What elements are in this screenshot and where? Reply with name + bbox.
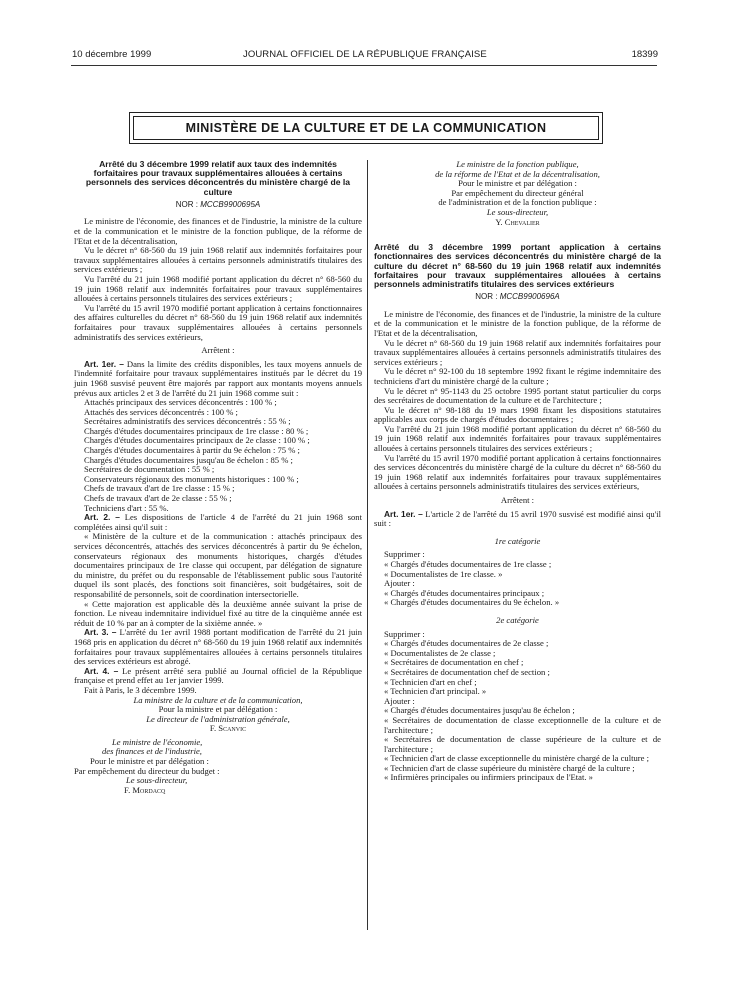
nor-reference (374, 292, 661, 302)
vu-clause: Vu le décret n° 68-560 du 19 juin 1968 relatif aux indemnités forfaitaires pour travaux supplémentaires allouées à certains personnels administratifs titulaires des services extérieurs ; (374, 337, 661, 367)
rate-item: Secrétaires de documentation : 55 % ; (84, 464, 215, 475)
supprimer-label: Supprimer : (384, 628, 425, 639)
list-item: « Secrétaires de documentation de classe exceptionnelle de la culture et de l'architecture ; (384, 714, 661, 735)
nor-label: NOR : (475, 292, 498, 302)
ajouter-label: Ajouter : (384, 578, 415, 589)
list-item: « Chargés d'études documentaires de 1re classe ; (384, 559, 552, 570)
nor-reference (74, 200, 362, 210)
article-4-text: Le présent arrêté sera publié au Journal officiel de la République française et prend effet au 1er janvier 1999. (74, 665, 363, 686)
signatory-impediment: Par empêchement du directeur général (451, 187, 584, 198)
article-2 (74, 513, 362, 532)
added-items (374, 706, 661, 783)
list-item: « Technicien d'art principal. » (384, 686, 487, 697)
arretent-heading: Arrêtent : (500, 495, 535, 506)
list-item: « Secrétaires de documentation de classe supérieure de la culture et de l'architecture ; (384, 734, 661, 754)
article-2-text: Les dispositions de l'article 4 de l'arrêté du 21 juin 1968 sont complétées ainsi qu'il suit : (74, 512, 362, 532)
article-1-label: Art. 1er. – (84, 358, 124, 369)
signatory-delegation: Pour la ministre et par délégation : (158, 704, 278, 715)
signatory-role: Le ministre de la fonction publique, (456, 159, 579, 169)
nor-code: MCCB9900696A (499, 292, 560, 302)
list-item: « Chargés d'études documentaires de 2e classe ; (384, 638, 549, 649)
list-item: « Infirmières principales ou infirmiers principaux de l'Etat. » (384, 772, 593, 783)
list-item: « Technicien d'art en chef ; (384, 676, 477, 687)
signatory-role: La ministre de la culture et de la communication, (133, 694, 303, 705)
ministry-title: MINISTÈRE DE LA CULTURE ET DE LA COMMUNICATION (185, 121, 547, 135)
signatory-delegation: Pour le ministre et par délégation : (458, 178, 577, 189)
list-item: « Chargés d'études documentaires du 9e échelon. » (384, 597, 560, 608)
page-header (0, 49, 731, 63)
article-4 (74, 667, 362, 686)
vu-clause: Vu le décret n° 98-188 du 19 mars 1998 fixant les dispositions statutaires applicables aux corps de chargés d'études documentaires ; (374, 404, 661, 425)
ministry-banner (129, 112, 603, 144)
article-3-label: Art. 3. – (84, 627, 117, 638)
rate-item: Attachés des services déconcentrés : 100 % ; (84, 406, 238, 417)
vu-clause: Vu l'arrêté du 21 juin 1968 modifié portant application du décret n° 68-560 du 19 juin 1968 relatif aux indemnités forfaitaires pour travaux supplémentaires allouées à certains personnels titulaires des services extérieurs ; (374, 423, 661, 454)
signatory-role: Le ministre de l'économie, (112, 736, 203, 747)
rate-item: Chargés d'études documentaires jusqu'au 8e échelon : 85 % ; (84, 454, 293, 465)
right-column (374, 160, 661, 783)
signatory-name: F. Scanvic (209, 723, 247, 734)
list-item: « Documentalistes de 1re classe. » (384, 568, 503, 579)
rate-item: Chargés d'études documentaires principaux de 1re classe : 80 % ; (84, 425, 309, 436)
list-item: « Technicien d'art de classe supérieure du ministère chargé de la culture ; (384, 762, 635, 773)
header-page-number: 18399 (631, 49, 658, 60)
vu-clause: Vu le décret n° 92-100 du 18 septembre 1992 fixant le régime indemnitaire des techniciens d'art du ministère chargé de la culture ; (374, 366, 661, 386)
list-item: « Secrétaires de documentation en chef ; (384, 657, 524, 668)
list-item: « Secrétaires de documentation chef de section ; (384, 666, 550, 677)
signatory-impediment: de l'administration et de la fonction publique : (438, 197, 597, 208)
signatory-delegation: Pour le ministre et par délégation : (90, 756, 209, 767)
article-1-text: L'article 2 de l'arrêté du 15 avril 1970 susvisé est modifié ainsi qu'il suit : (374, 508, 661, 529)
signatory-subrole: Le directeur de l'administration générale, (146, 713, 290, 724)
article-3-text: L'arrêté du 1er avril 1988 portant modification de l'arrêté du 21 juin 1968 pris en application du décret n° 68-560 du 19 juin 1968 relatif aux indemnités forfaitaires pour travaux supplémentaires allouées à certains personnels titulaires des services extérieurs est abrogé. (74, 627, 362, 667)
rate-item: Conservateurs régionaux des monuments historiques : 100 % ; (84, 473, 299, 484)
nor-label: NOR : (175, 199, 198, 209)
article-1-label: Art. 1er. – (384, 508, 423, 519)
vu-clause: Vu l'arrêté du 21 juin 1968 modifié portant application du décret n° 68-560 du 19 juin 1968 relatif aux indemnités forfaitaires pour travaux supplémentaires allouées à certains personnels titulaires des services extérieurs ; (74, 273, 362, 304)
header-date: 10 décembre 1999 (72, 49, 152, 60)
article-1 (374, 510, 661, 529)
signatory-name: Y. Chevalier (495, 216, 540, 227)
decree-title: Arrêté du 3 décembre 1999 portant application à certains fonctionnaires des services déconcentrés du ministère chargé de la culture du décret n° 68-560 du 19 juin 1968 relatif aux indemnités forfaitaires pour travaux supplémentaires allouées à certains personnels administratifs titulaires des services extérieurs (374, 242, 661, 289)
supprimer-label: Supprimer : (384, 549, 425, 560)
removed-items (374, 639, 661, 697)
vu-clause: Vu le décret n° 95-1143 du 25 octobre 1995 portant statut particulier du corps des secrétaires de documentation de la culture et de l'architecture ; (374, 385, 661, 406)
list-item: « Technicien d'art de classe exceptionnelle du ministère chargé de la culture ; (384, 753, 650, 764)
arretent-heading: Arrêtent : (201, 345, 235, 356)
article-1 (74, 360, 362, 398)
added-items (374, 589, 661, 608)
article-3 (74, 628, 362, 666)
preamble: Le ministre de l'économie, des finances et de l'industrie, la ministre de la culture et de la communication et le ministre de la fonction publique, de la réforme de l'Etat et de la décentralisation, (74, 216, 362, 246)
nor-code: MCCB9900695A (200, 199, 261, 209)
signatory-impediment: Par empêchement du directeur du budget : (74, 765, 220, 776)
preamble: Le ministre de l'économie, des finances et de l'industrie, la ministre de la culture et de la communication et le ministre de la fonction publique, de la réforme de l'Etat et de la décentralisation, (374, 308, 661, 338)
header-rule (71, 65, 657, 66)
signatory-role: des finances et de l'industrie, (102, 746, 202, 757)
vu-clause: Vu le décret n° 68-560 du 19 juin 1968 relatif aux indemnités forfaitaires pour travaux supplémentaires allouées à certains personnels administratifs titulaires des services extérieurs ; (74, 245, 362, 275)
rates-list (74, 398, 362, 513)
article-2-label: Art. 2. – (84, 512, 120, 523)
left-column (74, 160, 362, 795)
signing-place-date: Fait à Paris, le 3 décembre 1999. (84, 684, 197, 695)
signatory-subrole: Le sous-directeur, (126, 775, 188, 786)
list-item: « Chargés d'études documentaires jusqu'au 8e échelon ; (384, 705, 575, 716)
rate-item: Secrétaires administratifs des services déconcentrés : 55 % ; (84, 416, 291, 427)
article-2-quote: « Ministère de la culture et de la communication : attachés principaux des services déconcentrés, attachés des services déconcentrés à partir du 9e échelon, conservateurs régionaux des monuments historiques, chargés d'études documentaires principaux de 1re classe qui occupent, par délégation de signature du ministre, du préfet ou du responsable de l'établissement public sous l'autorité duquel ils sont placés, des fonctions soit financières, soit budgétaires, soit de responsabilité de personnels, soit de coordination intersectorielle. (74, 531, 362, 599)
rate-item: Chefs de travaux d'art de 1re classe : 15 % ; (84, 483, 235, 494)
list-item: « Documentalistes de 2e classe ; (384, 647, 496, 658)
column-divider (367, 160, 368, 930)
article-1-text: Dans la limite des crédits disponibles, les taux moyens annuels de l'indemnité forfaitaire pour travaux supplémentaires institués par le décret du 19 juin 1968 susvisé peuvent être majorés par rapport aux montants moyens annuels prévus aux articles 2 et 3 de l'arrêté du 21 juin 1968 comme suit : (74, 358, 362, 398)
signatory-name: F. Mordacq (124, 784, 166, 795)
rate-item: Chargés d'études documentaires à partir du 9e échelon : 75 % ; (84, 445, 300, 456)
rate-item: Attachés principaux des services déconcentrés : 100 % ; (84, 397, 277, 408)
article-4-label: Art. 4. – (84, 665, 119, 676)
vu-clause: Vu l'arrêté du 15 avril 1970 modifié portant application à certains fonctionnaires des affaires culturelles du décret n° 68-560 du 19 juin 1968 relatif aux indemnités forfaitaires pour travaux supplémentaires allouées à certains personnels administratifs des services extérieurs, (74, 302, 362, 342)
rate-item: Chargés d'études documentaires principaux de 2e classe : 100 % ; (84, 435, 310, 446)
article-2-quote: « Cette majoration est applicable dès la deuxième année suivant la prise de fonction. Le niveau indemnitaire individuel fixé au titre de la cinquième année est réduit de 10 % par an à compter de la sixième année. » (74, 598, 362, 628)
rate-item: Techniciens d'art : 55 %. (84, 502, 169, 513)
ajouter-label: Ajouter : (384, 695, 415, 706)
signatory-subrole: Le sous-directeur, (486, 206, 549, 217)
signatory-role: de la réforme de l'Etat et de la décentralisation, (435, 168, 600, 179)
decree-title: Arrêté du 3 décembre 1999 relatif aux taux des indemnités forfaitaires pour travaux supplémentaires allouées à certains personnels des services déconcentrés du ministère chargé de la culture (85, 159, 351, 197)
category-heading: 1re catégorie (494, 535, 541, 546)
list-item: « Chargés d'études documentaires principaux ; (384, 587, 545, 598)
rate-item: Chefs de travaux d'art de 2e classe : 55 % ; (84, 493, 232, 504)
header-journal-title: JOURNAL OFFICIEL DE LA RÉPUBLIQUE FRANÇAISE (243, 49, 487, 60)
removed-items (374, 560, 661, 579)
category-heading: 2e catégorie (496, 614, 539, 625)
vu-clause: Vu l'arrêté du 15 avril 1970 modifié portant application à certains fonctionnaires des services déconcentrés du ministère chargé de la culture du décret n° 68-560 du 19 juin 1968 relatif aux indemnités forfaitaires pour travaux supplémentaires allouées à certains personnels administratifs titulaires des services extérieurs, (374, 452, 661, 492)
